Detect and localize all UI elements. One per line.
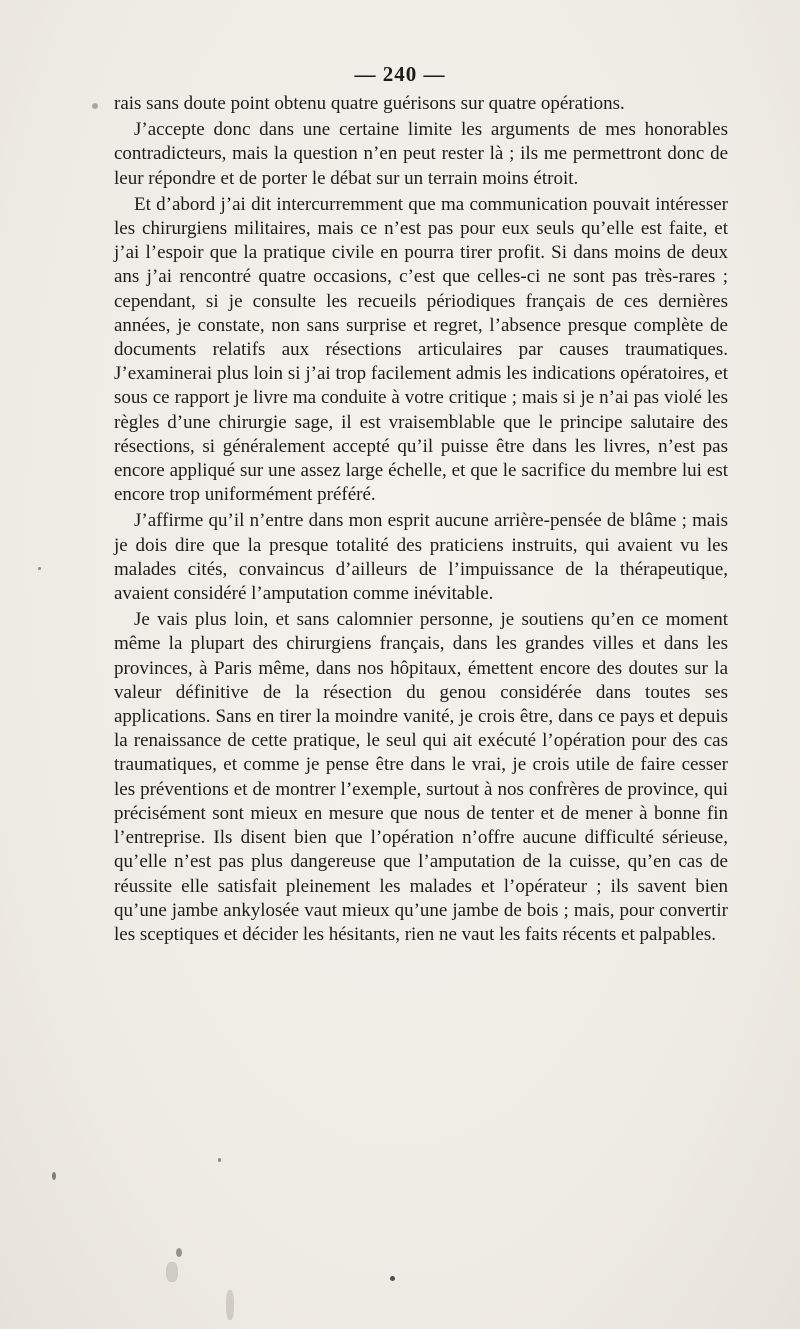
ink-speck bbox=[92, 103, 98, 109]
paper-smudge bbox=[226, 1290, 234, 1320]
paragraph: J’affirme qu’il n’entre dans mon esprit aucune arrière-pensée de blâme ; mais je dois dire que la presque totalité des praticiens instruits, qui avaient vu les malades cités, convaincus d’ailleurs de l’impuissance de la thérapeutique, avaient considéré l’amputation comme inévitable. bbox=[114, 510, 728, 605]
ink-speck bbox=[176, 1248, 182, 1257]
ink-speck bbox=[38, 567, 41, 570]
ink-speck bbox=[390, 1276, 395, 1281]
paper-smudge bbox=[166, 1262, 178, 1282]
paragraph-continuation: rais sans doute point obtenu quatre guérisons sur quatre opérations. bbox=[114, 93, 625, 114]
page-number: — 240 — bbox=[354, 62, 446, 86]
paragraph: Et d’abord j’ai dit intercurremment que ma communication pouvait intéresser les chirurgiens militaires, mais ce n’est pas pour eux seuls qu’elle est faite, et j’ai l’espoir que la pratique civile en pourra tirer profit. Si dans moins de deux ans j’ai rencontré quatre occasions, c’est que celles-ci ne sont pas très-rares ; cependant, si je consulte les recueils périodiques français de ces dernières années, je constate, non sans surprise et regret, l’absence presque complète de documents relatifs aux résections articulaires par causes traumatiques. J’examinerai plus loin si j’ai trop facilement admis les indications opératoires, et sous ce rapport je livre ma conduite à votre critique ; mais si je n’ai pas violé les règles d’une chirurgie sage, il est vraisemblable que le principe salutaire des résections, si généralement accepté qu’il puisse être dans les livres, n’est pas encore appliqué sur une assez large échelle, et que le sacrifice du membre lui est encore trop uniformément préféré. bbox=[114, 193, 728, 506]
body-text bbox=[114, 92, 728, 949]
ink-speck bbox=[218, 1158, 221, 1162]
ink-speck bbox=[52, 1172, 56, 1180]
paragraph: Je vais plus loin, et sans calomnier personne, je soutiens qu’en ce moment même la plupart des chirurgiens français, dans les grandes villes et dans les provinces, à Paris même, dans nos hôpitaux, émettent encore des doutes sur la valeur définitive de la résection du genou considérée dans toutes ses applications. Sans en tirer la moindre vanité, je crois être, dans ce pays et depuis la renaissance de cette pratique, le seul qui ait exécuté l’opération pour des cas traumatiques, et comme je pense être dans le vrai, je crois utile de faire cesser les préventions et de montrer l’exemple, surtout à nos confrères de province, qui précisément sont mieux en mesure que nous de tenter et de mener à bonne fin l’entreprise. Ils disent bien que l’opération n’offre aucune difficulté sérieuse, qu’elle n’est pas plus dangereuse que l’amputation de la cuisse, qu’en cas de réussite elle satisfait pleinement les malades et l’opérateur ; ils savent bien qu’une jambe ankylosée vaut mieux qu’une jambe de bois ; mais, pour convertir les sceptiques et décider les hésitants, rien ne vaut les faits récents et palpables. bbox=[114, 609, 728, 945]
paragraph: J’accepte donc dans une certaine limite les arguments de mes honorables contradicteurs, mais la question n’en peut rester là ; ils me permettront donc de leur répondre et de porter le débat sur un terrain moins étroit. bbox=[114, 119, 728, 189]
